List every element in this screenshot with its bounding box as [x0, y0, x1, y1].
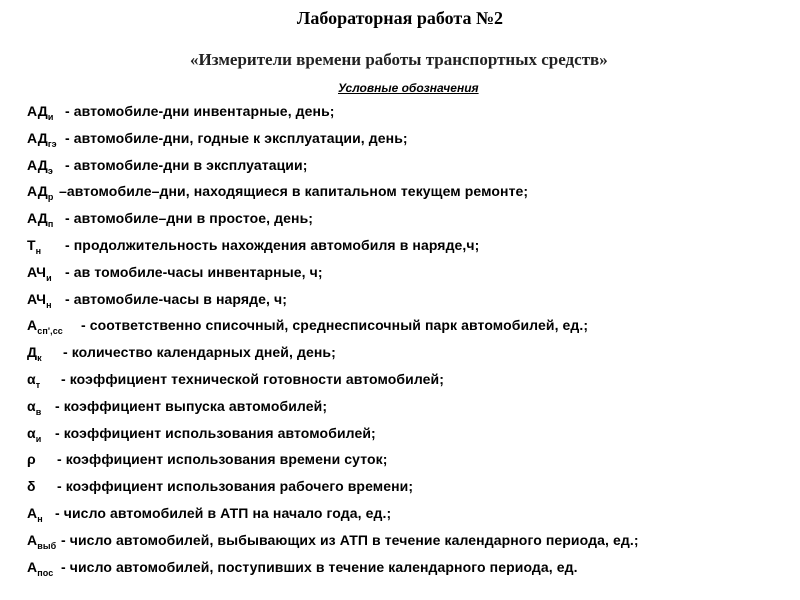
definition-symbol: $Д_к$ — [27, 344, 42, 364]
definition-text: - автомобиле-дни в эксплуатации; — [65, 156, 308, 173]
definition-item — [27, 288, 797, 315]
lab-subtitle: «Измерители времени работы транспортных средств» — [190, 50, 608, 69]
definition-symbol: ρ — [27, 451, 36, 468]
definition-symbol: $АЧ_и$ — [27, 263, 52, 283]
definition-item — [27, 395, 797, 422]
definition-item — [27, 100, 797, 127]
page-title: Лабораторная работа №2 — [296, 8, 504, 28]
definition-symbol: $А_н$ — [27, 504, 43, 524]
definition-item — [27, 127, 797, 154]
definition-symbol: $АД_{гэ}$ — [27, 129, 57, 149]
definition-text: - автомобиле-часы в наряде, ч; — [65, 290, 287, 307]
definition-text: - автомобиле-дни, годные к эксплуатации, день; — [65, 129, 408, 146]
definition-text: - продолжительность нахождения автомобиля в наряде,ч; — [65, 236, 480, 253]
definition-item — [27, 368, 797, 395]
definition-item — [27, 234, 797, 261]
definition-text: - коэффициент использования автомобилей; — [55, 424, 376, 441]
definition-item — [27, 529, 797, 556]
definition-text: –автомобиле–дни, находящиеся в капитальном текущем ремонте; — [59, 183, 529, 200]
definition-symbol: $АД_и$ — [27, 103, 54, 122]
definition-symbol: $Т_н$ — [27, 236, 42, 256]
definition-item — [27, 422, 797, 449]
definition-text: - коэффициент использования времени суток; — [57, 451, 388, 468]
definition-symbol: $\alpha_и$ — [27, 424, 42, 444]
definition-item — [27, 261, 797, 288]
definition-item — [27, 502, 797, 529]
definition-item — [27, 556, 797, 583]
definition-symbol: $А_{пос}$ — [27, 558, 54, 578]
definition-item — [27, 341, 797, 368]
definition-item — [27, 154, 797, 181]
definition-symbol: $\alpha_в$ — [27, 397, 42, 417]
definition-symbol: $АД_э$ — [27, 156, 53, 176]
definition-text: - число автомобилей, поступивших в течение календарного периода, ед. — [61, 558, 578, 575]
definition-text: - коэффициент выпуска автомобилей; — [55, 397, 328, 414]
definition-text: - количество календарных дней, день; — [63, 344, 336, 361]
definition-item — [27, 448, 797, 475]
definition-item — [27, 475, 797, 502]
definition-item — [27, 180, 797, 207]
definition-text: - число автомобилей, выбывающих из АТП в течение календарного периода, ед.; — [61, 531, 639, 548]
definition-text: - коэффициент использования рабочего времени; — [57, 478, 414, 495]
definition-symbol: δ — [27, 478, 36, 495]
definition-text: - ав томобиле-часы инвентарные, ч; — [65, 263, 323, 280]
definition-symbol: $АЧ_н$ — [27, 290, 52, 310]
definition-symbol: $АД_р$ — [27, 183, 54, 203]
definitions-list — [27, 100, 797, 582]
definition-text: - автомобиле-дни инвентарные, день; — [65, 103, 335, 119]
definition-symbol: $АД_п$ — [27, 210, 54, 230]
definition-item — [27, 314, 797, 341]
definition-text: - коэффициент технической готовности автомобилей; — [61, 370, 445, 387]
definition-text: - число автомобилей в АТП на начало года, ед.; — [55, 504, 392, 521]
definition-symbol: $А_{сп',сс}$ — [27, 317, 63, 337]
definition-item — [27, 207, 797, 234]
definition-symbol: $\alpha_т$ — [27, 370, 41, 390]
definition-symbol: $А_{выб}$ — [27, 531, 57, 551]
definition-text: - автомобиле–дни в простое, день; — [65, 210, 314, 227]
definition-text: - соответственно списочный, среднесписочный парк автомобилей, ед.; — [81, 317, 589, 334]
legend-heading: Условные обозначения — [338, 81, 479, 95]
